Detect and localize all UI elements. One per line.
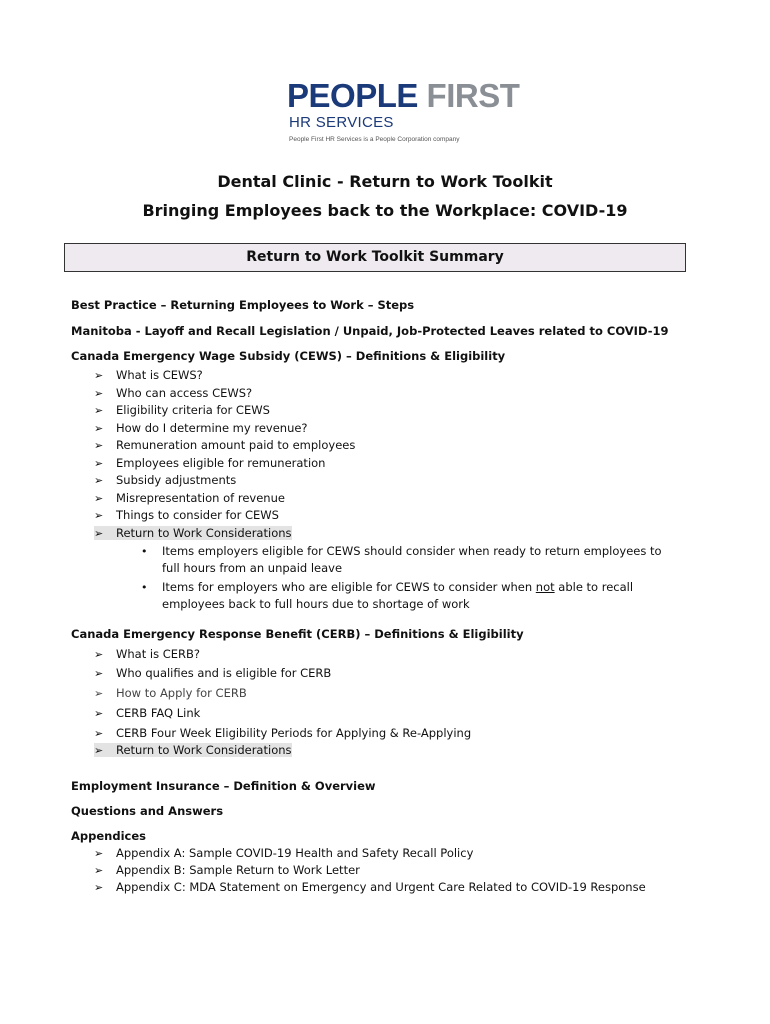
cerb-item-label: How to Apply for CERB bbox=[116, 686, 247, 700]
arrow-bullet-icon: ➢ bbox=[94, 648, 104, 661]
arrow-bullet-icon: ➢ bbox=[94, 527, 104, 540]
sub-item-text bbox=[162, 579, 682, 613]
sub-list-item bbox=[141, 579, 682, 613]
document-title: Dental Clinic - Return to Work Toolkit bbox=[217, 172, 553, 191]
arrow-bullet-icon: ➢ bbox=[94, 439, 104, 452]
cerb-item-label: What is CERB? bbox=[116, 647, 200, 661]
logo-tagline: People First HR Services is a People Corporation company bbox=[289, 136, 460, 143]
arrow-bullet-icon: ➢ bbox=[94, 744, 104, 757]
heading-manitoba: Manitoba - Layoff and Recall Legislation / Unpaid, Job-Protected Leaves related to COVID-19 bbox=[71, 324, 669, 338]
arrow-bullet-icon: ➢ bbox=[94, 727, 104, 740]
document-subtitle: Bringing Employees back to the Workplace: COVID-19 bbox=[142, 201, 628, 220]
arrow-bullet-icon: ➢ bbox=[94, 492, 104, 505]
arrow-bullet-icon: ➢ bbox=[94, 847, 104, 860]
heading-qa: Questions and Answers bbox=[71, 804, 224, 818]
cews-item-label: Return to Work Considerations bbox=[116, 526, 292, 540]
heading-cerb: Canada Emergency Response Benefit (CERB) – Definitions & Eligibility bbox=[71, 627, 524, 641]
logo-word-people: PEOPLE bbox=[287, 77, 418, 114]
arrow-bullet-icon: ➢ bbox=[94, 687, 104, 700]
heading-cews: Canada Emergency Wage Subsidy (CEWS) – Definitions & Eligibility bbox=[71, 349, 506, 363]
list-item bbox=[94, 403, 270, 417]
heading-ei: Employment Insurance – Definition & Overview bbox=[71, 779, 376, 793]
arrow-bullet-icon: ➢ bbox=[94, 457, 104, 470]
list-item bbox=[94, 473, 236, 487]
logo-subtitle: HR SERVICES bbox=[289, 114, 394, 131]
dot-bullet-icon: • bbox=[141, 545, 148, 558]
arrow-bullet-icon: ➢ bbox=[94, 864, 104, 877]
dot-bullet-icon: • bbox=[141, 581, 148, 594]
list-item bbox=[94, 846, 473, 860]
cews-item-label: How do I determine my revenue? bbox=[116, 421, 308, 435]
sub-list-item bbox=[141, 543, 682, 577]
summary-heading-box: Return to Work Toolkit Summary bbox=[64, 243, 686, 272]
cews-item-label: Employees eligible for remuneration bbox=[116, 456, 326, 470]
cerb-item-label: CERB Four Week Eligibility Periods for Applying & Re-Applying bbox=[116, 726, 472, 740]
sub-item-text-part: Items for employers who are eligible for CEWS to consider when bbox=[162, 580, 536, 594]
list-item bbox=[94, 743, 292, 757]
arrow-bullet-icon: ➢ bbox=[94, 667, 104, 680]
arrow-bullet-icon: ➢ bbox=[94, 369, 104, 382]
arrow-bullet-icon: ➢ bbox=[94, 387, 104, 400]
cews-item-label: Things to consider for CEWS bbox=[116, 508, 279, 522]
logo-word-first: FIRST bbox=[426, 77, 520, 114]
cews-item-label: What is CEWS? bbox=[116, 368, 203, 382]
arrow-bullet-icon: ➢ bbox=[94, 707, 104, 720]
logo-wordmark bbox=[287, 77, 520, 114]
heading-best-practice: Best Practice – Returning Employees to Work – Steps bbox=[71, 298, 415, 312]
list-item bbox=[94, 438, 355, 452]
list-item bbox=[94, 666, 331, 680]
list-item bbox=[94, 508, 279, 522]
heading-appendices: Appendices bbox=[71, 829, 146, 843]
list-item bbox=[94, 456, 325, 470]
cews-item-label: Remuneration amount paid to employees bbox=[116, 438, 356, 452]
arrow-bullet-icon: ➢ bbox=[94, 881, 104, 894]
list-item bbox=[94, 706, 200, 720]
cews-item-label: Eligibility criteria for CEWS bbox=[116, 403, 270, 417]
list-item bbox=[94, 368, 203, 382]
list-item bbox=[94, 647, 200, 661]
cews-item-label: Who can access CEWS? bbox=[116, 386, 253, 400]
arrow-bullet-icon: ➢ bbox=[94, 509, 104, 522]
cerb-item-label: CERB FAQ Link bbox=[116, 706, 201, 720]
appendix-item-label: Appendix B: Sample Return to Work Letter bbox=[116, 863, 360, 877]
arrow-bullet-icon: ➢ bbox=[94, 404, 104, 417]
list-item bbox=[94, 386, 252, 400]
list-item bbox=[94, 686, 247, 700]
company-logo bbox=[287, 77, 520, 143]
appendix-item-label: Appendix A: Sample COVID-19 Health and Safety Recall Policy bbox=[116, 846, 474, 860]
cews-item-label: Subsidy adjustments bbox=[116, 473, 237, 487]
cews-item-label: Misrepresentation of revenue bbox=[116, 491, 285, 505]
sub-item-text-part: able to recall employees back to full hours due to shortage of work bbox=[162, 580, 634, 611]
cerb-item-label: Who qualifies and is eligible for CERB bbox=[116, 666, 332, 680]
appendix-item-label: Appendix C: MDA Statement on Emergency and Urgent Care Related to COVID-19 Response bbox=[116, 880, 646, 894]
cerb-item-label: Return to Work Considerations bbox=[116, 743, 292, 757]
arrow-bullet-icon: ➢ bbox=[94, 422, 104, 435]
list-item bbox=[94, 726, 471, 740]
list-item bbox=[94, 421, 308, 435]
underlined-word: not bbox=[535, 580, 555, 594]
arrow-bullet-icon: ➢ bbox=[94, 474, 104, 487]
list-item bbox=[94, 526, 292, 540]
list-item bbox=[94, 880, 646, 894]
list-item bbox=[94, 863, 360, 877]
list-item bbox=[94, 491, 285, 505]
sub-item-text: Items employers eligible for CEWS should consider when ready to return employees to full hours from an unpaid leave bbox=[162, 544, 662, 575]
